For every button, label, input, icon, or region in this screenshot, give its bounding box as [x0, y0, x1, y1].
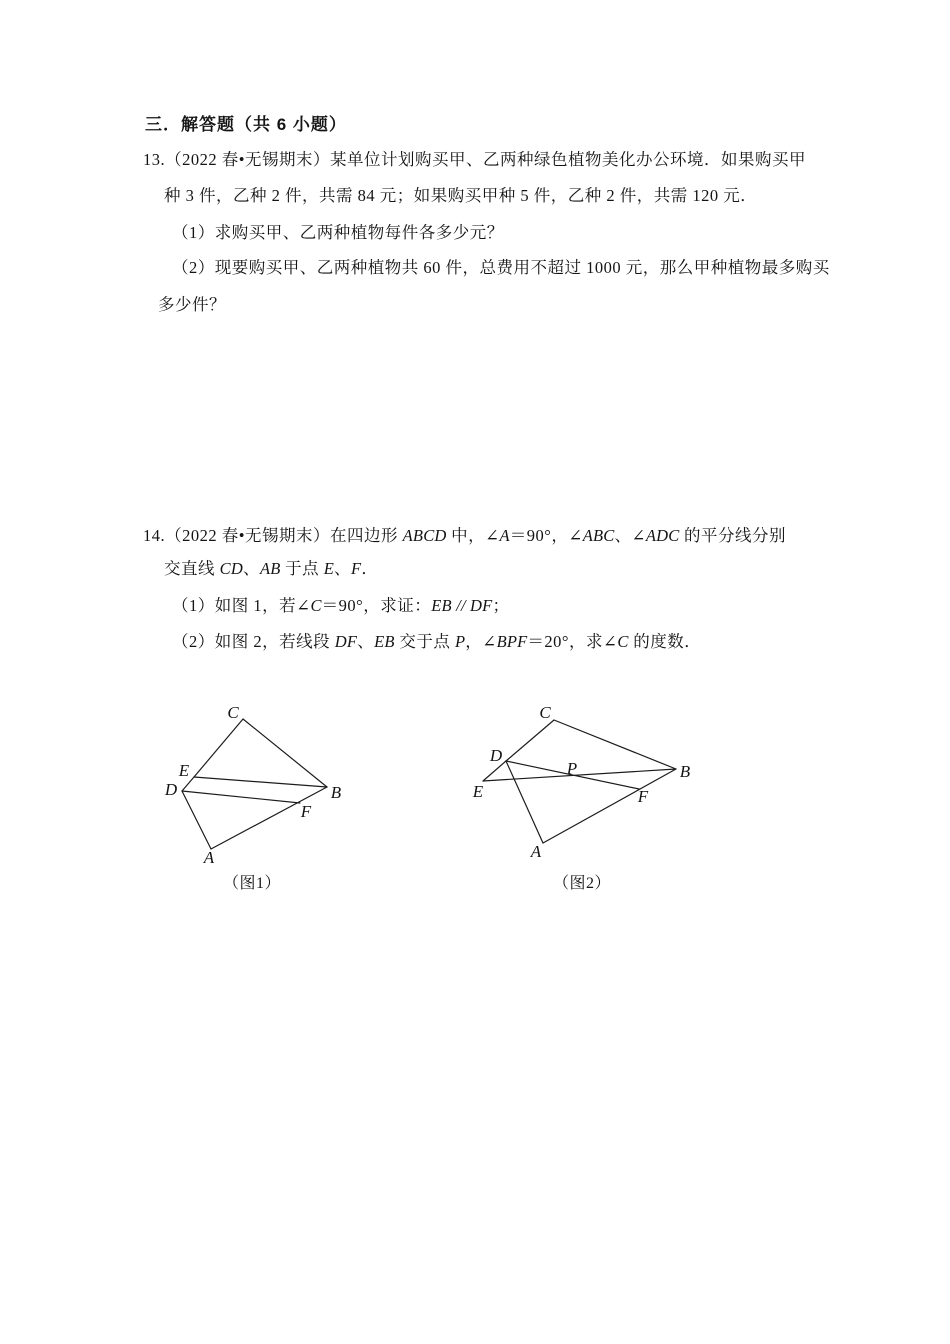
- body-text: （1）如图 1，若∠: [172, 596, 311, 615]
- figure-segment: [506, 720, 554, 761]
- math-text: AB: [259, 559, 281, 578]
- body-text: ＝90°，求证：: [321, 596, 432, 615]
- problem-13-line-2: [164, 185, 757, 207]
- math-text: CD: [219, 559, 243, 578]
- body-text: 于点: [280, 559, 324, 578]
- problem-14-part-1: [172, 595, 509, 617]
- point-label-F: F: [637, 787, 649, 806]
- point-label-A: A: [203, 848, 215, 867]
- body-text: ，∠: [465, 632, 497, 651]
- point-label-E: E: [472, 782, 484, 801]
- problem-13-part-1: [172, 222, 504, 244]
- body-text: 13.（2022 春•无锡期末）某单位计划购买甲、乙两种绿色植物美化办公环境．如果购买甲: [143, 150, 807, 169]
- problem-14-line-1: [143, 525, 786, 547]
- body-text: ＝90°，∠: [509, 526, 583, 545]
- body-text: ．: [361, 559, 379, 578]
- point-label-C: C: [539, 703, 551, 722]
- problem-14-part-2: [172, 631, 701, 653]
- math-text: P: [454, 632, 466, 651]
- math-text: BPF: [496, 632, 528, 651]
- math-text: E: [323, 559, 335, 578]
- body-text: 、: [242, 559, 260, 578]
- point-label-E: E: [178, 761, 190, 780]
- math-text: DF: [334, 632, 358, 651]
- point-label-D: D: [489, 746, 503, 765]
- figure-segment: [194, 719, 243, 777]
- figure-segment: [182, 791, 300, 803]
- figure-segment: [182, 791, 211, 849]
- math-text: C: [310, 596, 322, 615]
- point-label-C: C: [227, 703, 239, 722]
- point-label-B: B: [679, 762, 691, 781]
- body-text: 、∠: [614, 526, 646, 545]
- math-text: F: [351, 559, 362, 578]
- point-label-D: D: [164, 780, 178, 799]
- point-label-F: F: [300, 802, 312, 821]
- body-text: 交直线: [164, 559, 220, 578]
- figure-segment: [243, 719, 327, 787]
- problem-13-part-2-continued: [158, 294, 226, 316]
- math-text: ADC: [645, 526, 680, 545]
- body-text: 14.（2022 春•无锡期末）在四边形: [143, 526, 403, 545]
- figure-segment: [543, 769, 676, 843]
- problem-14-line-2: [164, 558, 378, 580]
- geometry-figure-2: [460, 700, 700, 870]
- point-label-B: B: [330, 783, 342, 802]
- problem-13-line-1: [143, 149, 806, 171]
- body-text: （2）如图 2，若线段: [172, 632, 335, 651]
- problem-13-part-2: [172, 257, 830, 279]
- body-text: 交于点: [394, 632, 455, 651]
- math-text: C: [617, 632, 629, 651]
- math-text: EB // DF: [431, 596, 493, 615]
- body-text: 、: [357, 632, 375, 651]
- math-text: ABC: [582, 526, 615, 545]
- body-text: 多少件？: [158, 295, 226, 314]
- math-text: ABCD: [402, 526, 447, 545]
- math-text: EB: [374, 632, 395, 651]
- math-text: A: [499, 526, 510, 545]
- body-text: 、: [334, 559, 352, 578]
- body-text: （1）求购买甲、乙两种植物每件各多少元？: [172, 223, 504, 242]
- body-text: 种 3 件，乙种 2 件，共需 84 元；如果购买甲种 5 件，乙种 2 件，共需 120 元．: [164, 186, 758, 205]
- body-text: 中，∠: [446, 526, 500, 545]
- body-text: （2）现要购买甲、乙两种植物共 60 件，总费用不超过 1000 元，那么甲种植物最多购买: [172, 258, 830, 277]
- body-text: 的平分线分别: [679, 526, 787, 545]
- figure-segment: [194, 777, 327, 787]
- body-text: 的度数．: [628, 632, 702, 651]
- point-label-A: A: [530, 842, 542, 861]
- body-text: ＝20°，求∠: [527, 632, 618, 651]
- point-label-P: P: [566, 759, 578, 778]
- figure-1-caption: （图1）: [222, 875, 281, 892]
- section-heading: 三．解答题（共 6 小题）: [145, 115, 347, 134]
- geometry-figure-1: [160, 700, 360, 870]
- figure-segment: [506, 761, 543, 843]
- figure-2-caption: （图2）: [552, 875, 611, 892]
- body-text: ；: [492, 596, 510, 615]
